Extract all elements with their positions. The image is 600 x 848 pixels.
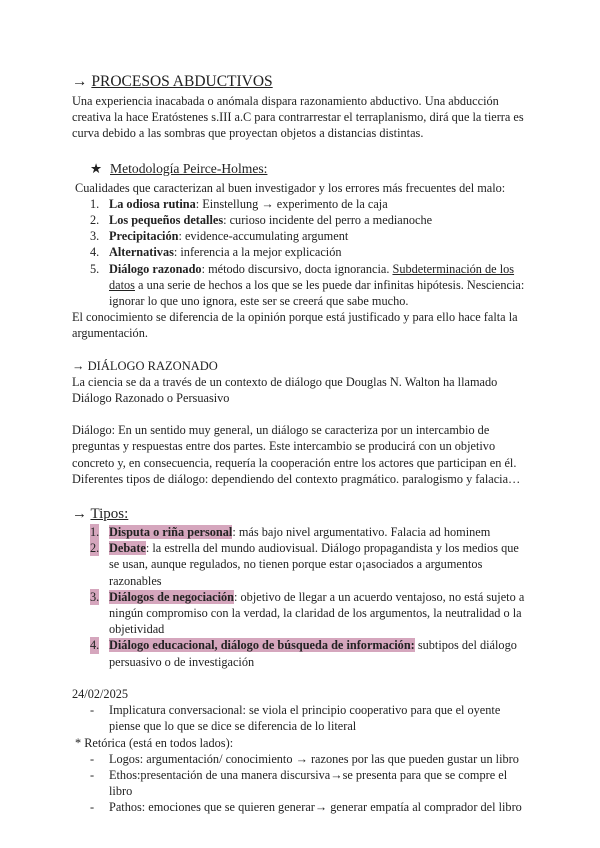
paragraph-cualidades: Cualidades que caracterizan al buen investigador y los errores más frecuentes del malo: [75,180,506,195]
description: : Einstellung → experimento de la caja [195,196,388,211]
term-highlighted: Debate [109,541,146,556]
list-item [72,767,532,799]
heading-procesos-abductivos [72,72,532,92]
date-label: 24/02/2025 [72,686,129,701]
dash-bullet: - [90,800,95,815]
term: Precipitación [109,229,179,244]
list-item [72,799,532,815]
star-bullet-icon: ★ [90,160,103,176]
description: : curioso incidente del perro a medianoche [223,213,433,228]
dash-bullet: - [90,751,95,766]
retorica-list [72,751,532,816]
arrow-glyph: → [72,73,92,90]
list-number: 2. [90,213,100,228]
paragraph-ciencia: La ciencia se da a través de un contexto de diálogo que Douglas N. Walton ha llamado Diálogo Razonado o Persuasivo [72,374,498,406]
list-item [72,261,532,310]
list-item [72,244,532,260]
heading-text: PROCESOS ABDUCTIVOS [91,73,273,90]
list-number: 1. [90,196,100,211]
arrow-glyph: → [72,506,91,523]
list-item [72,228,532,244]
list-number: 3. [90,589,100,604]
term-highlighted: Diálogos de negociación [109,589,235,604]
description: : evidence-accumulating argument [178,229,349,244]
heading-text: Tipos: [90,506,129,523]
list-item [72,196,532,212]
term: Los pequeños detalles [109,213,224,228]
list-text: Pathos: emociones que se quieren generar→ generar empatía al comprador del libro [109,800,522,815]
underlined-phrase: Subdeterminación de los datos [109,261,515,292]
description: : más bajo nivel argumentativo. Falacia ad hominem [232,525,491,540]
list-item [72,702,532,734]
list-item [72,212,532,228]
list-number: 1. [90,525,100,540]
term: Diálogo razonado [109,261,202,276]
list-number: 4. [90,638,100,653]
description: : objetivo de llegar a un acuerdo ventajoso, no está sujeto a ningún compromiso con la verdad, la claridad de los argumentos, la neutralidad o la objetividad [109,589,525,637]
term: Alternativas [109,245,174,260]
description: : método discursivo, docta ignorancia. [201,261,393,276]
list-number: 3. [90,229,100,244]
description: : inferencia a la mejor explicación [173,245,342,260]
heading-retorica: * Retórica (está en todos lados): [75,735,234,750]
description-tail: a una serie de hechos a los que se les puede dar infinitas hipótesis. Nesciencia: ignorar lo que uno ignora, este ser se creerá que sabe mucho. [109,277,525,309]
heading-tipos [72,505,532,524]
heading-dialogo-razonado: → DIÁLOGO RAZONADO [72,358,218,373]
list-item [72,589,532,638]
description: : la estrella del mundo audiovisual. Diálogo propagandista y los medios que se usan, aunque regulados, no tienen porque estar o¡asociados a argumentos razonables [109,541,519,588]
list-text: Ethos:presentación de una manera discursiva→se presenta para que se compre el libro [109,767,508,799]
list-number: 4. [90,245,100,260]
implicatura-list [72,702,532,734]
term-highlighted: Disputa o riña personal [109,525,233,540]
list-number: 2. [90,541,100,556]
heading-text: Metodología Peirce-Holmes: [110,160,268,176]
dash-bullet: - [90,703,95,718]
paragraph-abduccion: Una experiencia inacabada o anómala dispara razonamiento abductivo. Una abducción creativa la hace Eratóstenes s.III a.C para contrarrestar el terraplanismo, dirá que la tierra es curva debido a las sombras que proyectan objetos a distancias distintas. [72,94,524,141]
list-text: Logos: argumentación/ conocimiento → razones por las que pueden gustar un libro [109,751,519,766]
list-item [72,524,532,540]
heading-metodologia [90,160,532,178]
list-text: Implicatura conversacional: se viola el principio cooperativo para que el oyente piense que lo que se dice se diferencia de lo literal [109,703,501,734]
paragraph-dialogo: Diálogo: En un sentido muy general, un diálogo se caracteriza por un intercambio de preguntas y respuestas entre dos partes. Este intercambio se producirá con un objetivo concreto y, en consecuencia, requería la cooperación entre los actores que participan en él. Diferentes tipos de diálogo: dependiendo del contexto pragmático. paralogismo y falacia… [72,423,521,486]
metodologia-list [72,196,532,309]
tipos-list [72,524,532,670]
list-item [72,540,532,589]
list-item [72,751,532,767]
term-highlighted: Diálogo educacional, diálogo de búsqueda de información: [109,638,415,653]
dash-bullet: - [90,767,95,782]
document-content [72,72,532,816]
term: La odiosa rutina [109,196,196,211]
list-item [72,637,532,669]
description: subtipos del diálogo persuasivo o de investigación [109,638,517,669]
list-number: 5. [90,261,100,276]
paragraph-conocimiento: El conocimiento se diferencia de la opinión porque está justificado y para ello hace falta la argumentación. [72,310,518,341]
